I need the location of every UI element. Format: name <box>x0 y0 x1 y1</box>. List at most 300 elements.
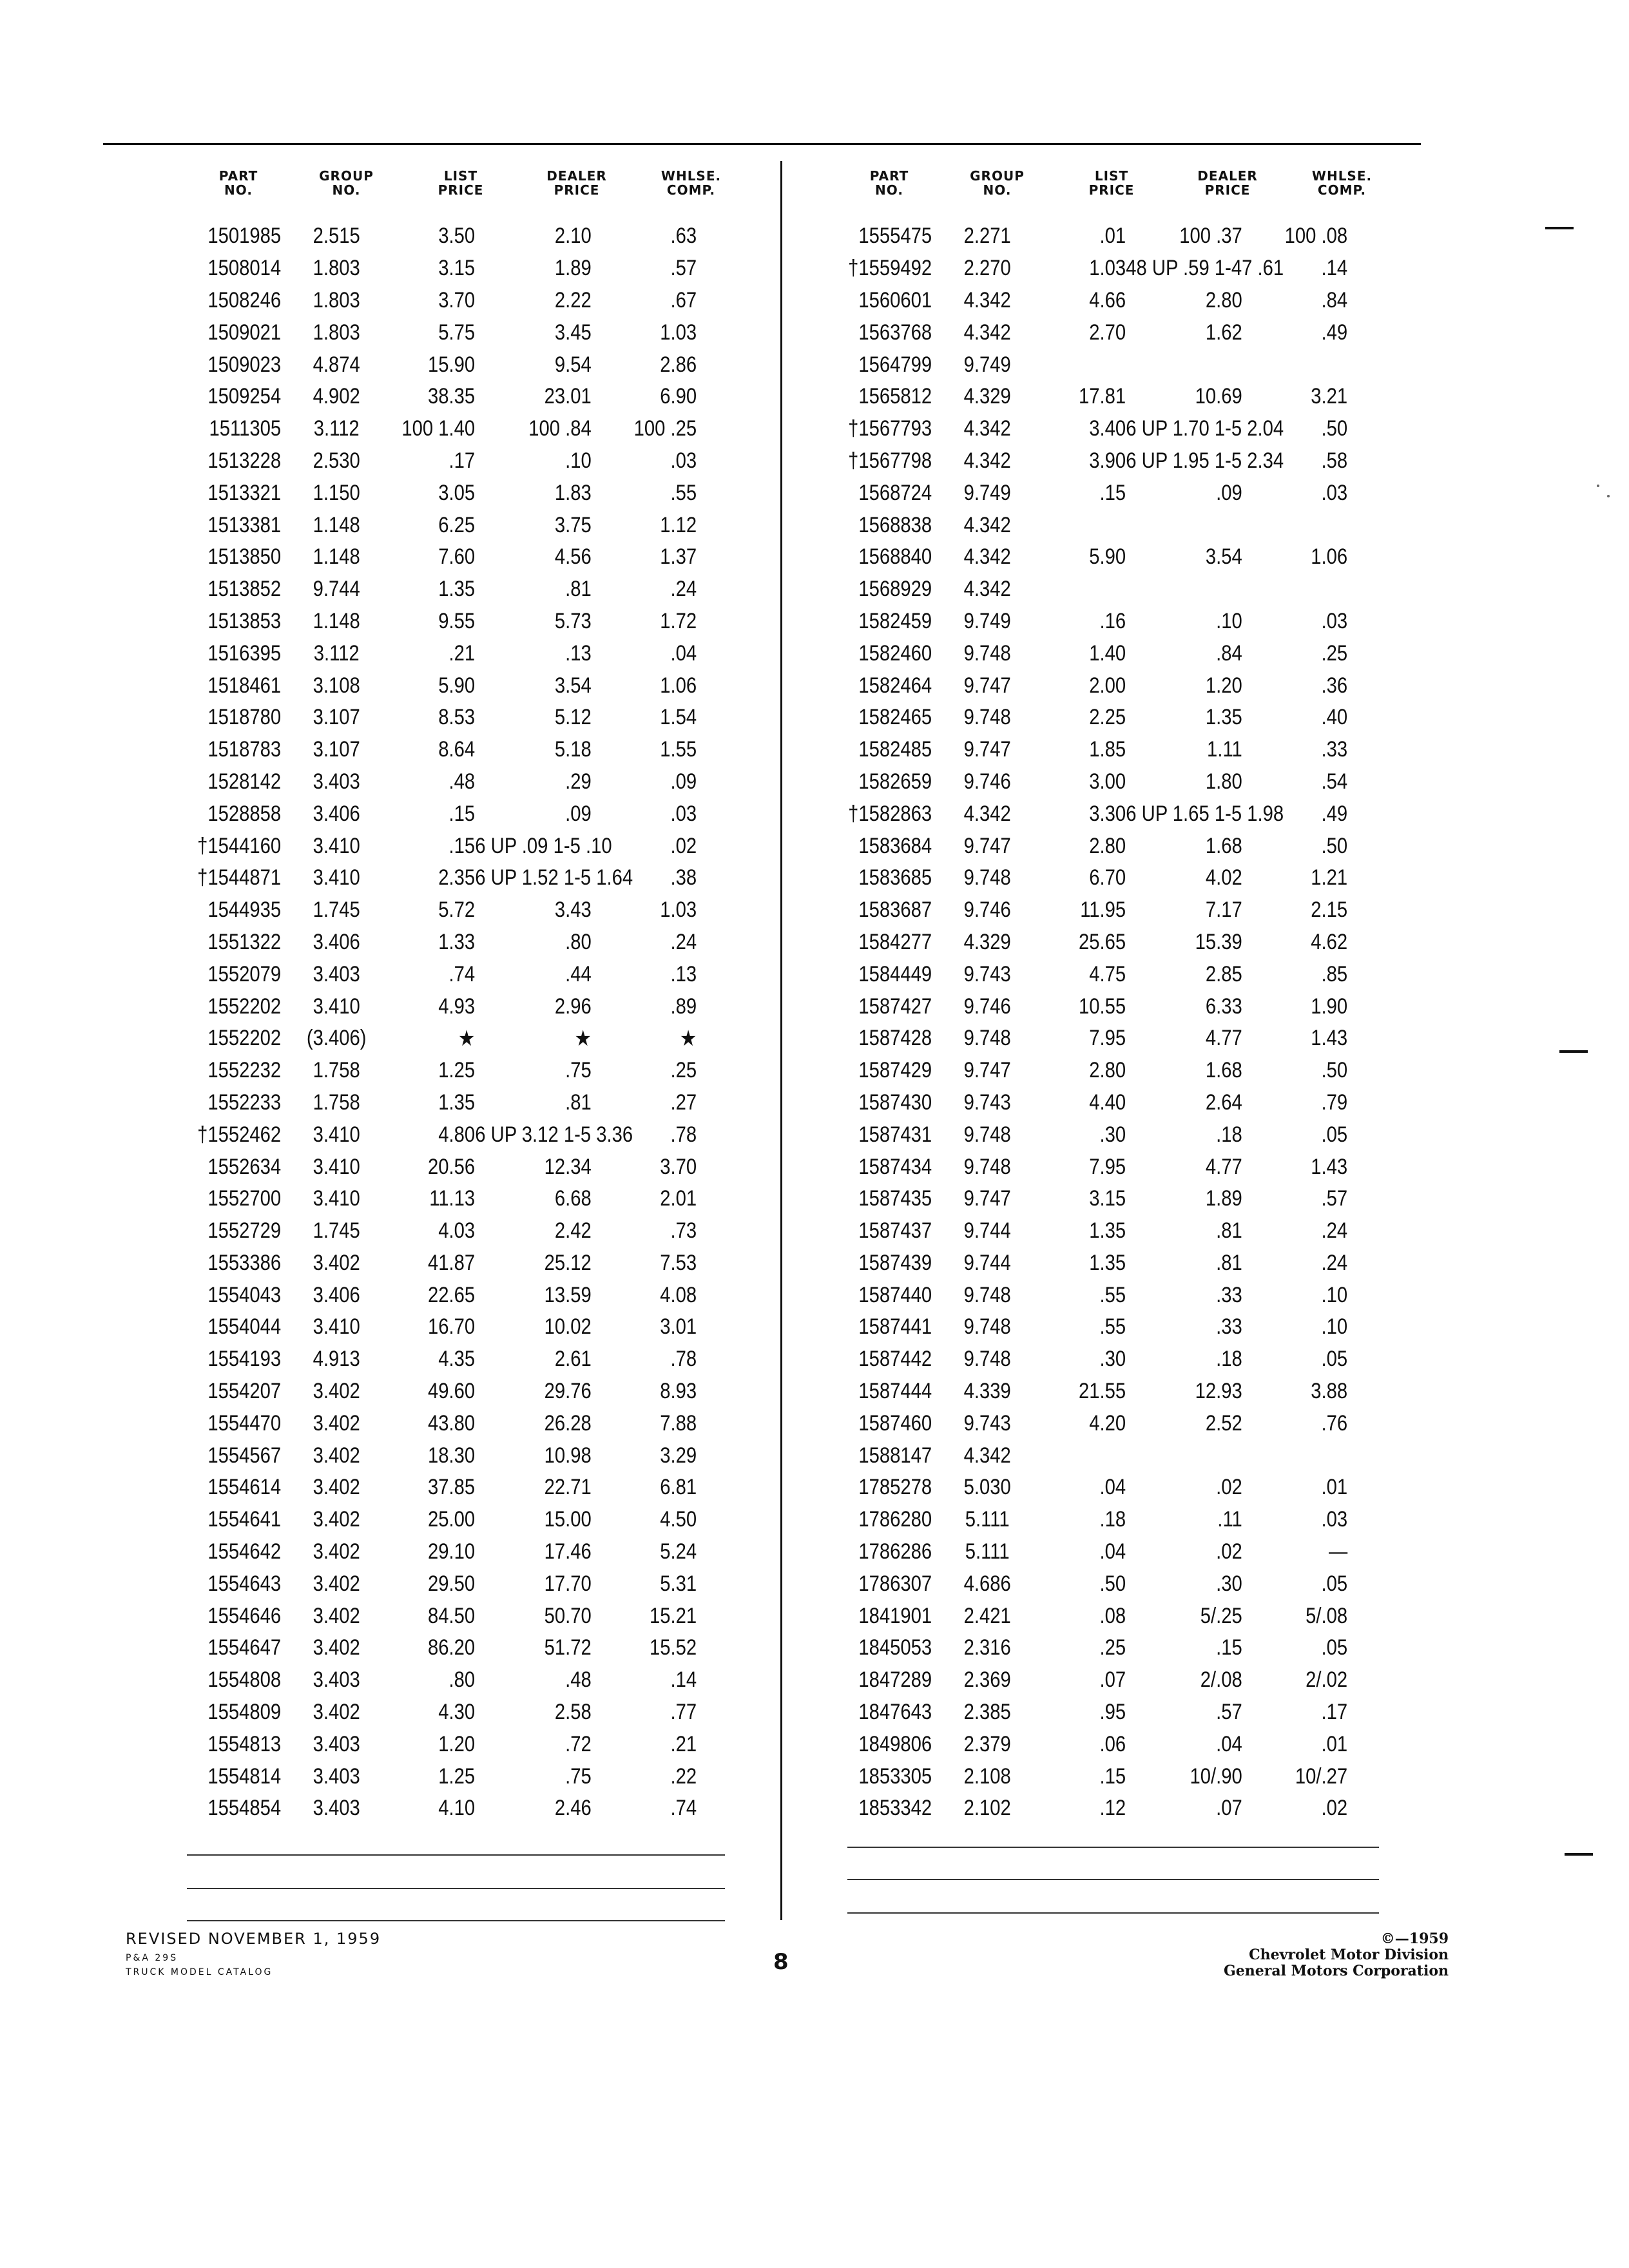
table-row <box>838 541 1398 573</box>
dealer-price-cell: 51.72 <box>544 1635 592 1660</box>
table-row <box>187 445 747 477</box>
whlse-comp-cell: .89 <box>670 994 697 1019</box>
group-no-cell: 9.746 <box>963 994 1011 1019</box>
dealer-price-cell: 100 .84 <box>528 416 592 441</box>
part-no-cell: 1552232 <box>207 1058 282 1083</box>
part-no-cell: 1587441 <box>858 1314 932 1340</box>
list-price-cell: 1.35 <box>1089 1218 1126 1244</box>
dealer-price-cell: 10/.90 <box>1190 1763 1242 1789</box>
table-row <box>187 381 747 413</box>
list-price-cell: 3.40 <box>1089 416 1126 441</box>
whlse-comp-cell: .10 <box>1321 1282 1348 1307</box>
part-no-cell: 1587439 <box>858 1250 932 1275</box>
list-price-cell: .08 <box>1099 1603 1126 1628</box>
table-row <box>187 637 747 669</box>
table-row <box>838 1407 1398 1439</box>
part-no-cell: 1501985 <box>207 224 282 249</box>
dealer-price-cell: 7.17 <box>1205 898 1242 923</box>
whlse-comp-cell: .55 <box>670 480 697 505</box>
whlse-comp-cell: .76 <box>1321 1410 1348 1436</box>
list-price-cell: 3.70 <box>438 287 476 312</box>
group-no-cell: 9.744 <box>963 1250 1011 1275</box>
header-whlse-comp: WHLSE. COMP. <box>1311 168 1373 198</box>
group-no-cell: 3.402 <box>313 1250 360 1275</box>
dealer-price-cell: 12.93 <box>1195 1379 1242 1404</box>
group-no-cell: 3.406 <box>313 1282 360 1307</box>
group-no-cell: 4.874 <box>313 352 360 377</box>
dealer-price-cell: 17.70 <box>544 1571 592 1596</box>
whlse-comp-cell: 7.88 <box>660 1410 697 1436</box>
margin-mark <box>1545 227 1574 229</box>
whlse-comp-cell: .22 <box>670 1763 697 1789</box>
whlse-comp-cell: .24 <box>670 577 697 602</box>
header-part-no: PART NO. <box>218 168 258 198</box>
list-price-cell: 2.25 <box>1089 705 1126 730</box>
publisher-block <box>1224 1931 1449 1979</box>
group-no-cell: 9.747 <box>963 1186 1011 1211</box>
whlse-comp-cell: .24 <box>1321 1218 1348 1244</box>
part-no-cell: 1587440 <box>858 1282 932 1307</box>
table-row <box>838 1247 1398 1280</box>
table-row <box>838 1792 1398 1825</box>
whlse-comp-cell: 3.88 <box>1311 1379 1348 1404</box>
whlse-comp-cell: .50 <box>1321 833 1348 858</box>
group-no-cell: 1.148 <box>313 544 360 570</box>
list-price-cell: 29.10 <box>428 1539 476 1564</box>
table-row <box>187 798 747 830</box>
dealer-price-cell: 100 .37 <box>1179 224 1242 249</box>
table-row <box>187 1728 747 1760</box>
group-no-cell: 9.748 <box>963 865 1011 890</box>
whlse-comp-cell: .03 <box>1321 608 1348 633</box>
table-row <box>187 1664 747 1696</box>
table-row <box>187 1407 747 1439</box>
part-no-cell: 1582465 <box>858 705 932 730</box>
part-no-cell: 1553386 <box>207 1250 282 1275</box>
group-no-cell: 9.749 <box>963 608 1011 633</box>
group-no-cell: 9.743 <box>963 961 1011 986</box>
part-no-cell: 1587442 <box>858 1347 932 1372</box>
part-no-cell: 1786280 <box>858 1507 932 1532</box>
whlse-comp-cell: .17 <box>1321 1700 1348 1725</box>
group-no-cell: 1.745 <box>313 1218 360 1244</box>
list-price-cell: 8.53 <box>438 705 476 730</box>
table-row <box>187 1536 747 1568</box>
group-no-cell: 3.402 <box>313 1443 360 1468</box>
table-row <box>187 702 747 734</box>
part-no-cell: 1554809 <box>207 1700 282 1725</box>
dealer-price-cell: 6.68 <box>554 1186 592 1211</box>
dealer-price-cell: 50.70 <box>544 1603 592 1628</box>
group-no-cell: 4.902 <box>313 384 360 409</box>
table-row <box>187 1343 747 1376</box>
table-row <box>838 349 1398 381</box>
table-row <box>838 285 1398 317</box>
dealer-price-cell: .09 <box>565 801 592 826</box>
group-no-cell: 9.746 <box>963 898 1011 923</box>
group-no-cell: 3.410 <box>313 1314 360 1340</box>
whlse-comp-cell: .04 <box>670 640 697 666</box>
list-price-cell: .55 <box>1099 1314 1126 1340</box>
whlse-comp-cell: .73 <box>670 1218 697 1244</box>
whlse-comp-cell: — <box>1328 1539 1348 1564</box>
pa-number: P&A 29S <box>126 1953 178 1963</box>
part-no-cell: 1552202 <box>207 994 282 1019</box>
table-row <box>838 316 1398 349</box>
list-price-cell: 2.00 <box>1089 673 1126 698</box>
group-no-cell: 1.150 <box>313 480 360 505</box>
whlse-comp-cell: .14 <box>1321 256 1348 281</box>
table-row <box>838 1536 1398 1568</box>
part-no-cell: 1587428 <box>858 1026 932 1051</box>
group-no-cell: 9.749 <box>963 352 1011 377</box>
dealer-price-cell: .10 <box>565 448 592 473</box>
group-no-cell: 5.030 <box>963 1475 1011 1500</box>
part-no-cell: †1567798 <box>848 448 932 473</box>
table-row <box>187 1439 747 1472</box>
part-no-cell: 1582485 <box>858 737 932 762</box>
dealer-price-cell: .04 <box>1216 1731 1242 1756</box>
group-no-cell: 9.748 <box>963 1122 1011 1147</box>
whlse-comp-cell: 3.01 <box>660 1314 697 1340</box>
group-no-cell: 3.112 <box>313 640 360 666</box>
part-no-cell: †1567793 <box>848 416 932 441</box>
part-no-cell: 1841901 <box>858 1603 932 1628</box>
table-row <box>838 1311 1398 1343</box>
group-no-cell: 4.342 <box>963 320 1011 345</box>
list-price-cell: 4.30 <box>438 1700 476 1725</box>
whlse-comp-cell: 2.15 <box>1311 898 1348 923</box>
whlse-comp-cell: 1.03 <box>660 320 697 345</box>
list-price-cell: 25.00 <box>428 1507 476 1532</box>
dealer-price-cell: 4.77 <box>1205 1026 1242 1051</box>
table-row <box>838 1376 1398 1408</box>
dealer-price-cell: 15.39 <box>1195 929 1242 954</box>
table-row <box>838 927 1398 959</box>
dealer-price-cell: 3.75 <box>554 512 592 537</box>
table-row <box>838 637 1398 669</box>
part-no-cell: 1554643 <box>207 1571 282 1596</box>
dealer-price-cell: 6 UP 1.65 1-5 1.98 <box>1126 801 1284 826</box>
list-price-cell: .12 <box>1099 1796 1126 1821</box>
part-no-cell: 1552202 <box>207 1026 282 1051</box>
dealer-price-cell: .44 <box>565 961 592 986</box>
header-list-price: LIST PRICE <box>1088 168 1135 198</box>
table-row <box>838 606 1398 638</box>
list-price-cell: 1.20 <box>438 1731 476 1756</box>
whlse-comp-cell: .78 <box>670 1122 697 1147</box>
dealer-price-cell: 10.98 <box>544 1443 592 1468</box>
group-no-cell: 3.402 <box>313 1475 360 1500</box>
part-no-cell: 1587460 <box>858 1410 932 1436</box>
whlse-comp-cell: .50 <box>1321 1058 1348 1083</box>
whlse-comp-cell: .25 <box>1321 640 1348 666</box>
part-no-cell: 1847289 <box>858 1667 932 1693</box>
part-no-cell: 1584449 <box>858 961 932 986</box>
table-row <box>187 734 747 766</box>
whlse-comp-cell: .05 <box>1321 1347 1348 1372</box>
table-row <box>838 1119 1398 1151</box>
list-price-cell: 5.90 <box>1089 544 1126 570</box>
table-row <box>838 702 1398 734</box>
group-no-cell: 2.385 <box>963 1700 1011 1725</box>
list-price-cell: 1.35 <box>438 577 476 602</box>
table-row <box>187 1472 747 1504</box>
group-no-cell: 2.316 <box>963 1635 1011 1660</box>
left-parts-table <box>187 169 747 1825</box>
part-no-cell: 1552700 <box>207 1186 282 1211</box>
group-no-cell: 3.403 <box>313 1667 360 1693</box>
header-group-no: GROUP NO. <box>970 168 1025 198</box>
list-price-cell: 20.56 <box>428 1154 476 1179</box>
group-no-cell: 9.748 <box>963 1154 1011 1179</box>
part-no-cell: 1513850 <box>207 544 282 570</box>
dealer-price-cell: 29.76 <box>544 1379 592 1404</box>
part-no-cell: 1513228 <box>207 448 282 473</box>
header-list-price: LIST PRICE <box>438 168 484 198</box>
header-dealer-price: DEALER PRICE <box>1197 168 1258 198</box>
list-price-cell: .80 <box>448 1667 476 1693</box>
list-price-cell: 38.35 <box>428 384 476 409</box>
whlse-comp-cell: .79 <box>1321 1090 1348 1115</box>
whlse-comp-cell: .84 <box>1321 287 1348 312</box>
whlse-comp-cell: .49 <box>1321 801 1348 826</box>
table-row <box>838 669 1398 702</box>
part-no-cell: 1513852 <box>207 577 282 602</box>
group-no-cell: 3.410 <box>313 1122 360 1147</box>
group-no-cell: 2.421 <box>963 1603 1011 1628</box>
group-no-cell: 3.107 <box>313 737 360 762</box>
dealer-price-cell: 1.11 <box>1207 737 1242 762</box>
list-price-cell: 43.80 <box>428 1410 476 1436</box>
dealer-price-cell: 6 UP 3.12 1-5 3.36 <box>475 1122 633 1147</box>
whlse-comp-cell: 1.21 <box>1311 865 1348 890</box>
dealer-price-cell: 2/.08 <box>1200 1667 1242 1693</box>
list-price-cell: 11.13 <box>429 1186 476 1211</box>
part-no-cell: 1587444 <box>858 1379 932 1404</box>
part-no-cell: 1568840 <box>858 544 932 570</box>
list-price-cell: 4.35 <box>438 1347 476 1372</box>
blank-rule <box>847 1847 1379 1848</box>
list-price-cell: .15 <box>1099 1763 1126 1789</box>
list-price-cell: 1.03 <box>1089 256 1126 281</box>
dealer-price-cell: 22.71 <box>544 1475 592 1500</box>
part-no-cell: 1786307 <box>858 1571 932 1596</box>
group-no-cell: 3.410 <box>313 865 360 890</box>
list-price-cell: .95 <box>1099 1700 1126 1725</box>
dealer-price-cell: .15 <box>1216 1635 1242 1660</box>
part-no-cell: 1554470 <box>207 1410 282 1436</box>
whlse-comp-cell: .27 <box>670 1090 697 1115</box>
group-no-cell: 3.112 <box>313 416 360 441</box>
table-row <box>187 990 747 1023</box>
whlse-comp-cell: 100 .25 <box>633 416 697 441</box>
whlse-comp-cell: ★ <box>679 1026 697 1051</box>
part-no-cell: 1847643 <box>858 1700 932 1725</box>
table-row <box>187 509 747 541</box>
group-no-cell: 2.271 <box>963 224 1011 249</box>
part-no-cell: 1554808 <box>207 1667 282 1693</box>
list-price-cell: .55 <box>1099 1282 1126 1307</box>
whlse-comp-cell: 3.29 <box>660 1443 697 1468</box>
dealer-price-cell: 3.45 <box>554 320 592 345</box>
part-no-cell: 1555475 <box>858 224 932 249</box>
dealer-price-cell: .10 <box>1216 608 1242 633</box>
part-no-cell: 1508014 <box>207 256 282 281</box>
group-no-cell: 4.342 <box>963 544 1011 570</box>
list-price-cell: 21.55 <box>1079 1379 1126 1404</box>
list-price-cell: 15.90 <box>428 352 476 377</box>
whlse-comp-cell: 6.81 <box>660 1475 697 1500</box>
table-row <box>187 1247 747 1280</box>
dealer-price-cell: .75 <box>565 1763 592 1789</box>
whlse-comp-cell: .05 <box>1321 1122 1348 1147</box>
table-row <box>838 830 1398 862</box>
list-price-cell: 2.35 <box>438 865 476 890</box>
table-row <box>838 766 1398 798</box>
dealer-price-cell: 1.62 <box>1205 320 1242 345</box>
dealer-price-cell: 1.83 <box>554 480 592 505</box>
part-no-cell: 1583684 <box>858 833 932 858</box>
dealer-price-cell: 15.00 <box>544 1507 592 1532</box>
group-no-cell: 3.410 <box>313 994 360 1019</box>
part-no-cell: 1587435 <box>858 1186 932 1211</box>
part-no-cell: 1528142 <box>207 769 282 794</box>
group-no-cell: 1.803 <box>313 256 360 281</box>
table-row <box>187 1600 747 1632</box>
whlse-comp-cell: 1.37 <box>660 544 697 570</box>
dealer-price-cell: .29 <box>565 769 592 794</box>
list-price-cell: 16.70 <box>428 1314 476 1340</box>
whlse-comp-cell: 1.06 <box>660 673 697 698</box>
list-price-cell: 3.15 <box>1089 1186 1126 1211</box>
group-no-cell: 2.102 <box>963 1796 1011 1821</box>
table-row <box>187 573 747 606</box>
dealer-price-cell: .33 <box>1216 1282 1242 1307</box>
list-price-cell: .01 <box>1099 224 1126 249</box>
group-no-cell: 4.342 <box>963 577 1011 602</box>
catalog-name: TRUCK MODEL CATALOG <box>126 1967 273 1977</box>
list-price-cell: 49.60 <box>428 1379 476 1404</box>
list-price-cell: 9.55 <box>438 608 476 633</box>
dealer-price-cell: .02 <box>1216 1475 1242 1500</box>
dealer-price-cell: 17.46 <box>544 1539 592 1564</box>
dealer-price-cell: 3.54 <box>554 673 592 698</box>
list-price-cell: 1.25 <box>438 1058 476 1083</box>
group-no-cell: 9.747 <box>963 673 1011 698</box>
table-row <box>838 1439 1398 1472</box>
table-row <box>187 830 747 862</box>
whlse-comp-cell: 3.21 <box>1311 384 1348 409</box>
group-no-cell: 9.747 <box>963 737 1011 762</box>
part-no-cell: 1518461 <box>207 673 282 698</box>
whlse-comp-cell: 2.01 <box>660 1186 697 1211</box>
list-price-cell: 25.65 <box>1079 929 1126 954</box>
dealer-price-cell: 1.35 <box>1205 705 1242 730</box>
dealer-price-cell: 12.34 <box>544 1154 592 1179</box>
dealer-price-cell: 2.64 <box>1205 1090 1242 1115</box>
group-no-cell: 3.410 <box>313 1186 360 1211</box>
part-no-cell: †1559492 <box>848 256 932 281</box>
header-group-no: GROUP NO. <box>319 168 374 198</box>
table-row <box>187 1183 747 1215</box>
whlse-comp-cell: .38 <box>670 865 697 890</box>
page-number: 8 <box>773 1949 789 1975</box>
list-price-cell: 4.66 <box>1089 287 1126 312</box>
group-no-cell: 3.402 <box>313 1539 360 1564</box>
part-no-cell: 1554614 <box>207 1475 282 1500</box>
part-no-cell: 1554641 <box>207 1507 282 1532</box>
dealer-price-cell: 25.12 <box>544 1250 592 1275</box>
list-price-cell: 1.35 <box>438 1090 476 1115</box>
group-no-cell: 3.402 <box>313 1635 360 1660</box>
table-row <box>187 1279 747 1311</box>
dealer-price-cell: .84 <box>1216 640 1242 666</box>
part-no-cell: 1528858 <box>207 801 282 826</box>
list-price-cell: 41.87 <box>428 1250 476 1275</box>
list-price-cell: 4.80 <box>438 1122 476 1147</box>
dealer-price-cell: 48 UP .59 1-47 .61 <box>1126 256 1284 281</box>
whlse-comp-cell: 100 .08 <box>1284 224 1348 249</box>
part-no-cell: 1554647 <box>207 1635 282 1660</box>
dealer-price-cell: 1.68 <box>1205 833 1242 858</box>
dealer-price-cell: 9.54 <box>554 352 592 377</box>
list-price-cell: .18 <box>1099 1507 1126 1532</box>
blank-rule <box>187 1854 725 1856</box>
table-row <box>838 1055 1398 1087</box>
whlse-comp-cell: .54 <box>1321 769 1348 794</box>
whlse-comp-cell: 8.93 <box>660 1379 697 1404</box>
group-no-cell: 9.748 <box>963 1026 1011 1051</box>
part-no-cell: 1554043 <box>207 1282 282 1307</box>
dealer-price-cell: 4.77 <box>1205 1154 1242 1179</box>
dealer-price-cell: 4.02 <box>1205 865 1242 890</box>
whlse-comp-cell: .01 <box>1321 1731 1348 1756</box>
dealer-price-cell: 6.33 <box>1205 994 1242 1019</box>
group-no-cell: 3.410 <box>313 1154 360 1179</box>
dealer-price-cell: .81 <box>565 577 592 602</box>
table-row <box>187 1151 747 1183</box>
division-name: Chevrolet Motor Division <box>1249 1946 1449 1963</box>
whlse-comp-cell: .67 <box>670 287 697 312</box>
group-no-cell: 3.403 <box>313 1763 360 1789</box>
whlse-comp-cell: 1.03 <box>660 898 697 923</box>
part-no-cell: 1582460 <box>858 640 932 666</box>
part-no-cell: 1564799 <box>858 352 932 377</box>
whlse-comp-cell: 4.62 <box>1311 929 1348 954</box>
dealer-price-cell: 10.69 <box>1195 384 1242 409</box>
part-no-cell: 1785278 <box>858 1475 932 1500</box>
group-no-cell: (3.406) <box>306 1026 367 1051</box>
list-price-cell: 4.03 <box>438 1218 476 1244</box>
part-no-cell: 1587430 <box>858 1090 932 1115</box>
table-row <box>187 1696 747 1729</box>
dealer-price-cell: .72 <box>565 1731 592 1756</box>
part-no-cell: 1565812 <box>858 384 932 409</box>
part-no-cell: 1551322 <box>207 929 282 954</box>
list-price-cell: 5.72 <box>438 898 476 923</box>
part-no-cell: 1552079 <box>207 961 282 986</box>
whlse-comp-cell: 1.12 <box>660 512 697 537</box>
group-no-cell: 4.342 <box>963 1443 1011 1468</box>
list-price-cell: 18.30 <box>428 1443 476 1468</box>
part-no-cell: 1568838 <box>858 512 932 537</box>
part-no-cell: 1552634 <box>207 1154 282 1179</box>
whlse-comp-cell: .63 <box>670 224 697 249</box>
header-part-no: PART NO. <box>869 168 909 198</box>
group-no-cell: 3.107 <box>313 705 360 730</box>
whlse-comp-cell: 5/.08 <box>1306 1603 1348 1628</box>
